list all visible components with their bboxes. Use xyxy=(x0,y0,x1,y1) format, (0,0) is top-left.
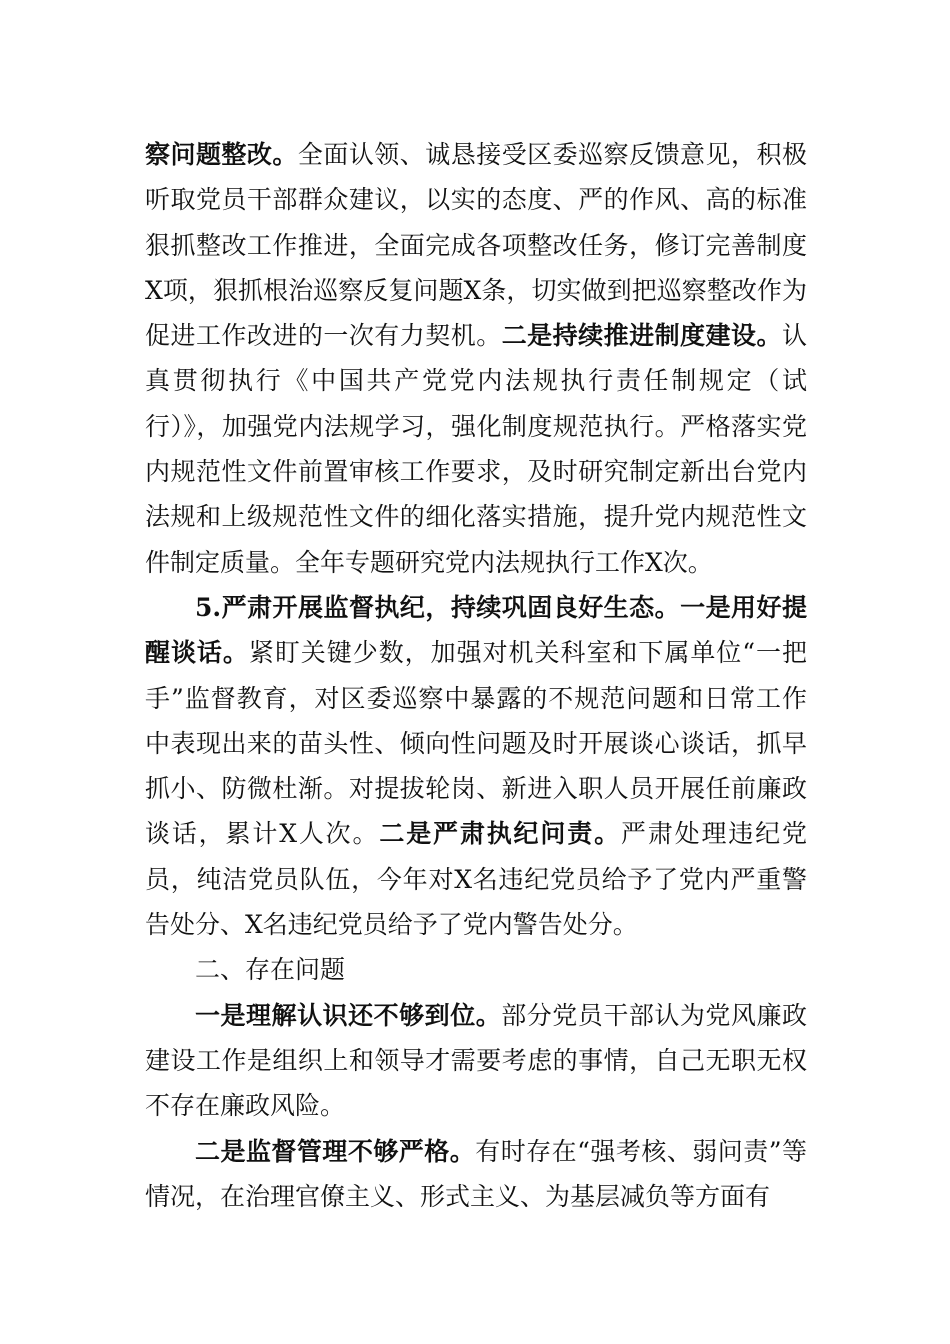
text-run: 有时存在“强考核、弱问责”等情况，在治理官僚主义、形式主义、为基层减负等方面有 xyxy=(145,1136,807,1211)
section-heading-existing-problems xyxy=(145,947,807,992)
document-body xyxy=(145,132,807,1219)
bold-run: 一是理解认识还不够到位。 xyxy=(195,1000,502,1030)
bold-run: 5.严肃开展监督执纪，持续巩固良好生态。一是用好提醒谈话。 xyxy=(145,592,807,668)
text-run: 认真贯彻执行《中国共产党党内法规执行责任制规定（试行）》，加强党内法规学习，强化制度规范执行。严格落实党内规范性文件前置审核工作要求，及时研究制定新出台党内法规和上级规范性文件的细化落实措施，提升党内规范性文件制定质量。全年专题研究党内法规执行工作X次。 xyxy=(145,321,807,577)
bold-run: 二是监督管理不够严格。 xyxy=(195,1136,476,1166)
text-run: 全面认领、诚恳接受区委巡察反馈意见，积极听取党员干部群众建议，以实的态度、严的作风、高的标准狠抓整改工作推进，全面完成各项整改任务，修订完善制度X项，狠抓根治巡察反复问题X条，切实做到把巡察整改作为促进工作改进的一次有力契机。 xyxy=(145,140,807,351)
paragraph-problem-understanding xyxy=(145,993,807,1129)
bold-run: 二是严肃执纪问责。 xyxy=(379,819,621,849)
bold-run: 二是持续推进制度建设。 xyxy=(501,321,782,351)
text-run: 严肃处理违纪党员，纯洁党员队伍，今年对X名违纪党员给予了党内严重警告处分、X名违纪党员给予了党内警告处分。 xyxy=(145,819,807,940)
paragraph-inspection-rectification xyxy=(145,132,807,585)
text-run: 紧盯关键少数，加强对机关科室和下属单位“一把手”监督教育，对区委巡察中暴露的不规范问题和日常工作中表现出来的苗头性、倾向性问题及时开展谈心谈话，抓早抓小、防微杜渐。对提拔轮岗、新进入职人员开展任前廉政谈话，累计X人次。 xyxy=(145,638,807,849)
paragraph-supervision-discipline xyxy=(145,585,807,947)
paragraph-problem-supervision xyxy=(145,1129,807,1220)
heading-text: 二、存在问题 xyxy=(195,955,346,985)
bold-run: 察问题整改。 xyxy=(145,140,298,169)
text-run: 部分党员干部认为党风廉政建设工作是组织上和领导才需要考虑的事情，自己无职无权不存在廉政风险。 xyxy=(145,1000,807,1121)
